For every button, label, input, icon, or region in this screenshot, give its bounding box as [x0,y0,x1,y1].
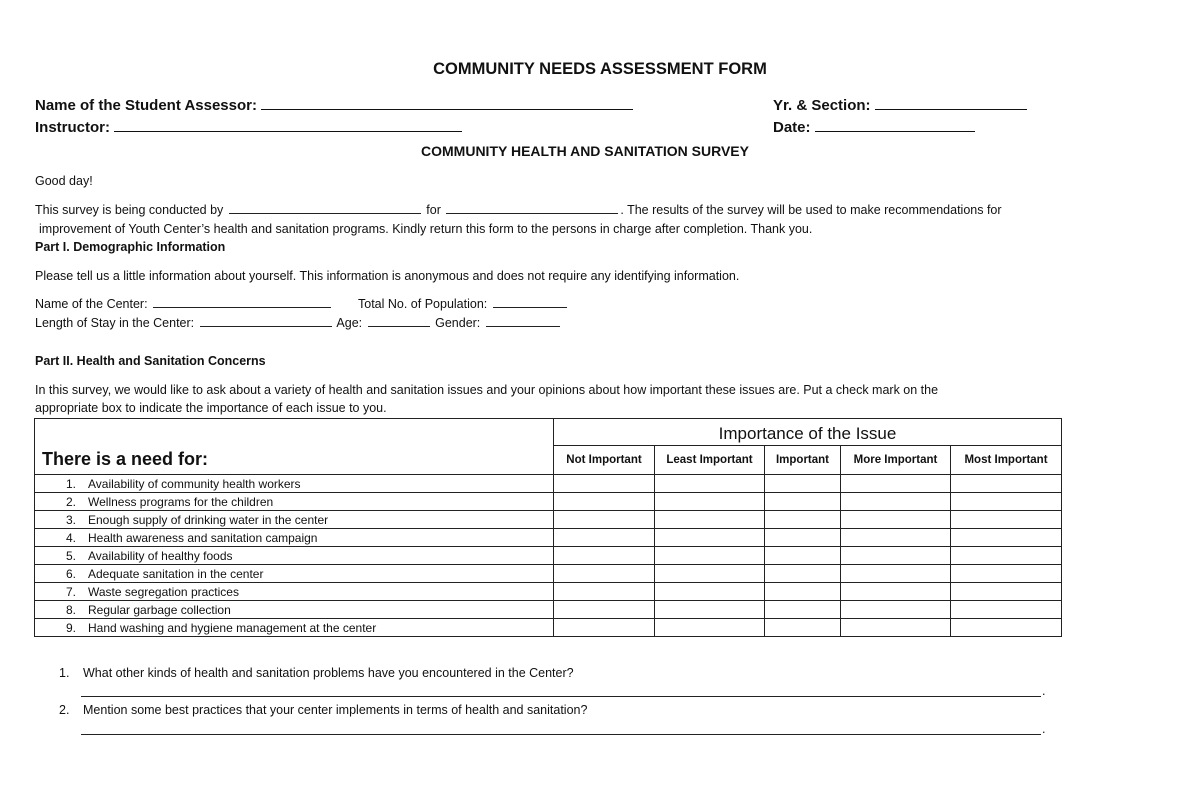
check-box-cell[interactable] [554,529,655,547]
page-title: COMMUNITY NEEDS ASSESSMENT FORM [433,60,767,78]
check-box-cell[interactable] [765,475,841,493]
col-not-important: Not Important [554,446,655,475]
check-box-cell[interactable] [951,493,1062,511]
table-body [35,475,1062,637]
need-item [35,619,554,637]
stay-input-line[interactable] [200,325,332,327]
check-box-cell[interactable] [951,511,1062,529]
check-box-cell[interactable] [841,565,951,583]
check-box-cell[interactable] [655,511,765,529]
check-box-cell[interactable] [951,547,1062,565]
section-label: Yr. & Section: [773,97,871,114]
check-box-cell[interactable] [554,583,655,601]
check-box-cell[interactable] [841,547,951,565]
date-field [773,119,975,136]
center-label: Name of the Center: [35,297,148,311]
check-box-cell[interactable] [655,529,765,547]
need-item-text: Hand washing and hygiene management at the center [88,620,377,635]
col-least-important: Least Important [655,446,765,475]
check-box-cell[interactable] [765,565,841,583]
check-box-cell[interactable] [554,547,655,565]
age-label: Age: [336,316,363,330]
check-box-cell[interactable] [554,619,655,637]
check-box-cell[interactable] [951,565,1062,583]
table-row [35,547,1062,565]
check-box-cell[interactable] [655,619,765,637]
need-item-number: 3. [66,512,77,527]
table-row [35,529,1062,547]
greeting: Good day! [35,174,93,188]
part2-description-2: appropriate box to indicate the importance of each issue to you. [35,401,387,415]
check-box-cell[interactable] [655,475,765,493]
stay-label: Length of Stay in the Center: [35,316,195,330]
need-item [35,565,554,583]
section-input-line[interactable] [875,108,1027,110]
need-item-text: Regular garbage collection [88,602,231,617]
question-2-number: 2. [59,703,70,717]
question-2 [59,703,587,717]
importance-table [34,418,1062,637]
check-box-cell[interactable] [841,601,951,619]
question-2-text: Mention some best practices that your center implements in terms of health and sanitation? [83,703,588,717]
need-item [35,547,554,565]
answer-2-end: . [1042,722,1046,736]
age-input-line[interactable] [368,325,430,327]
answer-2-line[interactable] [81,733,1041,735]
assessor-input-line[interactable] [261,108,633,110]
part2-description-1: In this survey, we would like to ask about a variety of health and sanitation issues and your opinions about how important these issues are. Put a check mark on the [35,383,939,397]
check-box-cell[interactable] [765,493,841,511]
question-1-number: 1. [59,666,70,680]
check-box-cell[interactable] [655,493,765,511]
table-row [35,511,1062,529]
table-row [35,601,1062,619]
check-box-cell[interactable] [765,511,841,529]
need-item [35,529,554,547]
check-box-cell[interactable] [554,565,655,583]
check-box-cell[interactable] [554,493,655,511]
purpose-input-line[interactable] [446,212,618,214]
intro-line-1 [35,203,1002,217]
need-item [35,475,554,493]
need-item-number: 9. [66,620,77,635]
check-box-cell[interactable] [841,619,951,637]
section-field [773,97,1027,114]
check-box-cell[interactable] [765,619,841,637]
check-box-cell[interactable] [765,547,841,565]
question-1-text: What other kinds of health and sanitation problems have you encountered in the Center? [83,666,574,680]
need-item-number: 1. [66,476,77,491]
need-item-text: Enough supply of drinking water in the center [88,512,329,527]
check-box-cell[interactable] [765,529,841,547]
assessor-label: Name of the Student Assessor: [35,97,257,114]
need-item-text: Wellness programs for the children [88,494,274,509]
survey-subtitle: COMMUNITY HEALTH AND SANITATION SURVEY [421,143,749,159]
check-box-cell[interactable] [951,619,1062,637]
col-most-important: Most Important [951,446,1062,475]
need-item-text: Waste segregation practices [88,584,239,599]
col-more-important: More Important [841,446,951,475]
table-row [35,619,1062,637]
need-header: There is a need for: [35,419,554,475]
need-item [35,493,554,511]
date-label: Date: [773,119,811,136]
col-important: Important [765,446,841,475]
gender-input-line[interactable] [486,325,560,327]
check-box-cell[interactable] [554,475,655,493]
instructor-field [35,119,462,136]
population-field [358,297,569,311]
need-item [35,511,554,529]
answer-1-end: . [1042,684,1046,698]
check-box-cell[interactable] [951,529,1062,547]
need-item-number: 7. [66,584,77,599]
need-item [35,583,554,601]
need-item [35,601,554,619]
check-box-cell[interactable] [765,583,841,601]
check-box-cell[interactable] [841,511,951,529]
check-box-cell[interactable] [841,583,951,601]
need-item-number: 4. [66,530,77,545]
check-box-cell[interactable] [554,601,655,619]
part1-heading: Part I. Demographic Information [35,240,226,254]
instructor-label: Instructor: [35,119,110,136]
need-item-text: Availability of community health workers [88,476,301,491]
intro-text-2: for [426,203,441,217]
check-box-cell[interactable] [655,565,765,583]
check-box-cell[interactable] [655,601,765,619]
stay-field [35,316,562,330]
center-input-line[interactable] [153,306,331,308]
intro-text-3: . The results of the survey will be used to make recommendations for [620,203,1002,217]
table-row [35,583,1062,601]
check-box-cell[interactable] [951,583,1062,601]
check-box-cell[interactable] [841,475,951,493]
need-item-text: Availability of healthy foods [88,548,233,563]
need-item-number: 5. [66,548,77,563]
need-item-number: 2. [66,494,77,509]
part2-heading: Part II. Health and Sanitation Concerns [35,354,266,368]
intro-text-1: This survey is being conducted by [35,203,224,217]
question-1 [59,666,574,680]
instructor-input-line[interactable] [114,130,462,132]
intro-line-2: improvement of Youth Center’s health and sanitation programs. Kindly return this form to the persons in charge after completion. Thank you. [39,222,813,236]
table-row [35,475,1062,493]
population-label: Total No. of Population: [358,297,488,311]
check-box-cell[interactable] [841,529,951,547]
population-input-line[interactable] [493,306,567,308]
center-field [35,297,333,311]
table-row [35,493,1062,511]
check-box-cell[interactable] [951,475,1062,493]
importance-header: Importance of the Issue [554,419,1062,446]
check-box-cell[interactable] [655,547,765,565]
assessor-field [35,97,633,114]
date-input-line[interactable] [815,130,975,132]
need-item-text: Health awareness and sanitation campaign [88,530,318,545]
conductor-input-line[interactable] [229,212,421,214]
check-box-cell[interactable] [554,511,655,529]
need-item-text: Adequate sanitation in the center [88,566,264,581]
answer-1-line[interactable] [81,695,1041,697]
check-box-cell[interactable] [951,601,1062,619]
need-item-number: 8. [66,602,77,617]
table-row [35,565,1062,583]
check-box-cell[interactable] [655,583,765,601]
gender-label: Gender: [435,316,481,330]
check-box-cell[interactable] [841,493,951,511]
part1-description: Please tell us a little information about yourself. This information is anonymous and does not require any identifying information. [35,269,740,283]
need-item-number: 6. [66,566,77,581]
check-box-cell[interactable] [765,601,841,619]
